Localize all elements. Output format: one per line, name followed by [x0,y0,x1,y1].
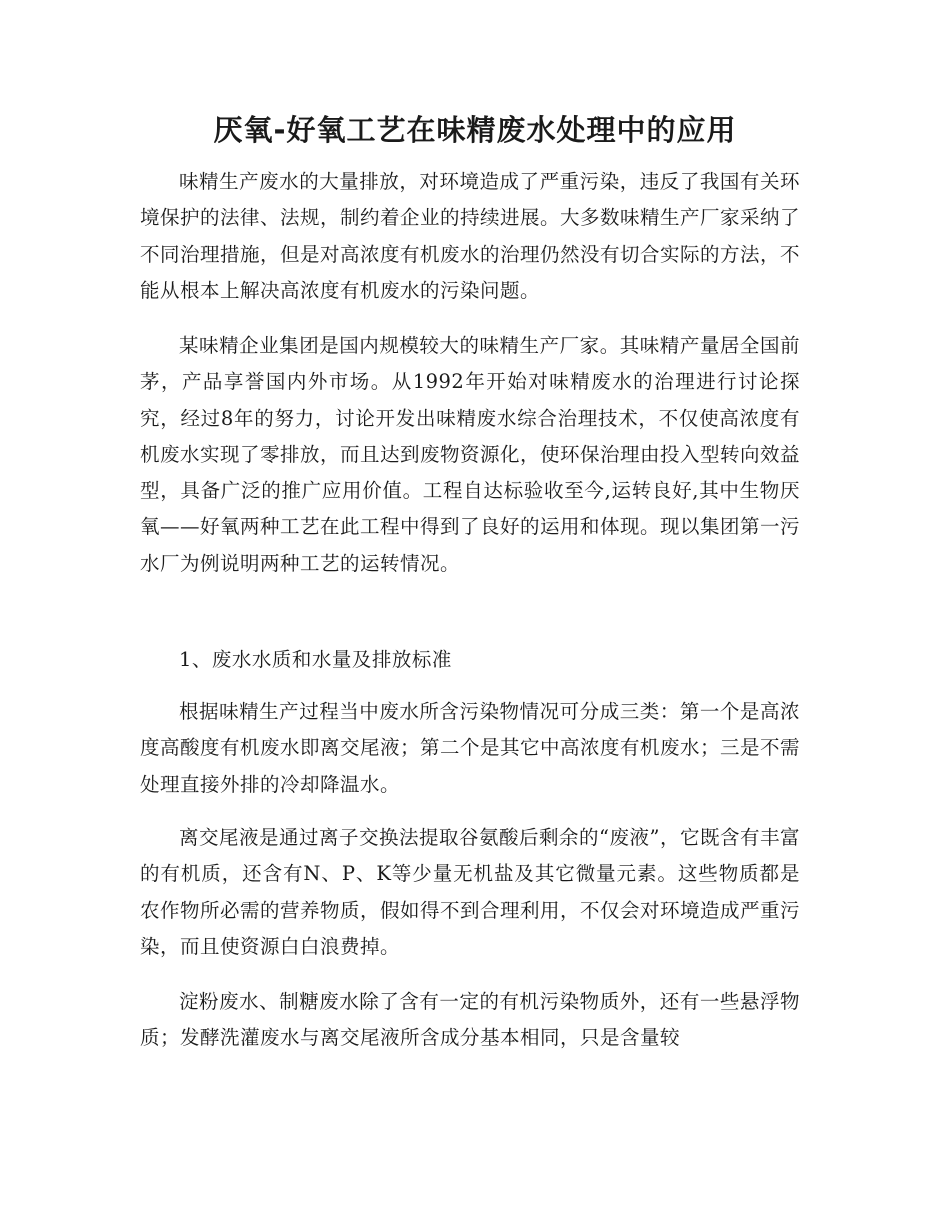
paragraph-company-background: 某味精企业集团是国内规模较大的味精生产厂家。其味精产量居全国前茅，产品享誉国内外市场。从1992年开始对味精废水的治理进行讨论探究，经过8年的努力，讨论开发出味精废水综合治理技术，不仅使高浓度有机废水实现了零排放，而且达到废物资源化，使环保治理由投入型转向效益型，具备广泛的推广应用价值。工程自达标验收至今,运转良好,其中生物厌氧——好氧两种工艺在此工程中得到了良好的运用和体现。现以集团第一污水厂为例说明两种工艺的运转情况。 [140,334,801,575]
section-heading-wastewater-quality: 1、废水水质和水量及排放标准 [179,648,452,671]
paragraph-intro: 味精生产废水的大量排放，对环境造成了严重污染，违反了我国有关环境保护的法律、法规，制约着企业的持续进展。大多数味精生产厂家采纳了不同治理措施，但是对高浓度有机废水的治理仍然没有切合实际的方法，不能从根本上解决高浓度有机废水的污染问题。 [140,170,801,302]
paragraph-wastewater-categories: 根据味精生产过程当中废水所含污染物情况可分成三类：第一个是高浓度高酸度有机废水即离交尾液；第二个是其它中高浓度有机废水；三是不需处理直接外排的冷却降温水。 [140,700,801,796]
paragraph-starch-sugar-wastewater: 淀粉废水、制糖废水除了含有一定的有机污染物质外，还有一些悬浮物质；发酵洗灌废水与离交尾液所含成分基本相同，只是含量较 [140,990,800,1050]
paragraph-ion-exchange-tail-liquid: 离交尾液是通过离子交换法提取谷氨酸后剩余的“废液”，它既含有丰富的有机质，还含有N、P、K等少量无机盐及其它微量元素。这些物质都是农作物所必需的营养物质，假如得不到合理利用，不仅会对环境造成严重污染，而且使资源白白浪费掉。 [140,826,801,958]
document-title: 厌氧-好氧工艺在味精废水处理中的应用 [213,113,737,147]
